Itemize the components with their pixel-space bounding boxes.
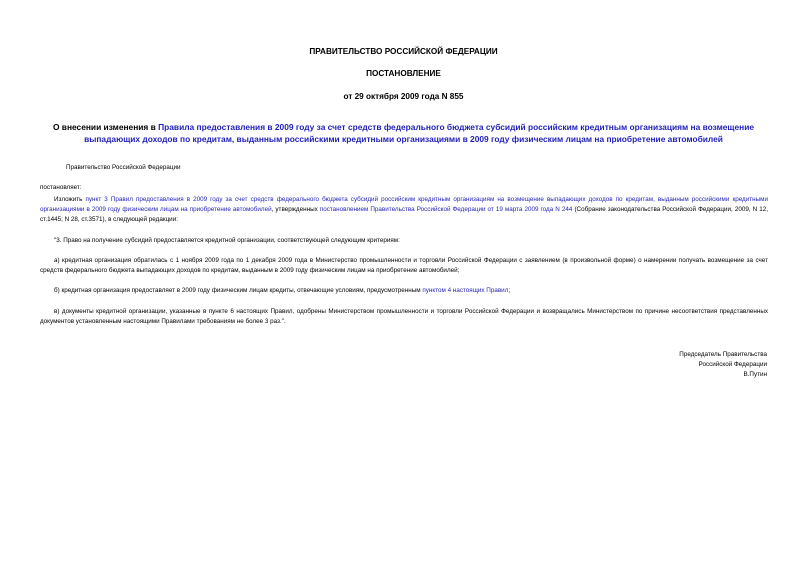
amendment-paragraph: [40, 195, 768, 225]
subpoint-b-text: б) кредитная организация предоставляет в 2009 году физическим лицам кредиты, отвечающие условиям, предусмотренным: [54, 287, 423, 294]
amend-word: Изложить: [54, 196, 86, 203]
signature-block: [679, 350, 767, 380]
signature-line-2: Российской Федерации: [698, 361, 767, 368]
date-number: от 29 октября 2009 года N 855: [343, 92, 464, 101]
title-prefix: О внесении изменения в: [52, 122, 159, 132]
subpoint-a: а) кредитная организация обратилась с 1 ноября 2009 года по 1 декабря 2009 года в Министерство промышленности и торговли Российской Федерации с заявлением (в произвольной форме) о намерении получать возмещение за счет средств федерального бюджета выпадающих доходов по кредитам, выданным в 2009 году физическим лицам на приобретение автомобилей;: [40, 257, 768, 274]
point-3: "3. Право на получение субсидий предоставляется кредитной организации, соответствующей следующим критериям:: [54, 237, 400, 244]
signature-line-1: Председатель Правительства: [679, 351, 767, 358]
document-title: [30, 121, 777, 145]
government-heading: ПРАВИТЕЛЬСТВО РОССИЙСКОЙ ФЕДЕРАЦИИ: [309, 47, 498, 56]
amend-mid: , утвержденных: [271, 206, 320, 213]
decree-244-link[interactable]: постановлением Правительства Российской Федерации от 19 марта 2009 года N 244: [319, 206, 573, 213]
decrees-line: постановляет:: [40, 184, 82, 191]
subpoint-b: [54, 286, 510, 296]
title-rules-link[interactable]: Правила предоставления в 2009 году за счет средств федерального бюджета субсидий российским кредитным организациям на возмещение выпадающих доходов по кредитам, выданным российскими кредитными организациями в 2009 году физическим лицам на приобретение автомобилей: [84, 122, 755, 144]
subpoint-b-tail: ;: [508, 287, 511, 294]
rules-point3-link[interactable]: пункт 3 Правил предоставления в 2009 году за счет средств федерального бюджета субсидий российским кредитным организациям на возмещение выпадающих доходов по кредитам, выданным российскими кредитными организациями в 2009 году физическим лицам на приобретение автомобилей: [40, 196, 768, 213]
rules-point4-link[interactable]: пунктом 4 настоящих Правил: [422, 287, 509, 294]
document-type: ПОСТАНОВЛЕНИЕ: [366, 69, 441, 78]
government-line: Правительство Российской Федерации: [66, 164, 181, 171]
amend-tail: (Собрание законодательства Российской Федерации, 2009, N 12, ст.1445; N 28, ст.3571), в следующей редакции:: [40, 206, 769, 223]
subpoint-v: в) документы кредитной организации, указанные в пункте 6 настоящих Правил, одобрены Министерством промышленности и торговли Российской Федерации и возвращались Министерством по причине несоответствия представленных документов установленным настоящими Правилами требованиям не более 3 раз.".: [40, 308, 768, 325]
signature-name: В.Путин: [743, 371, 767, 378]
